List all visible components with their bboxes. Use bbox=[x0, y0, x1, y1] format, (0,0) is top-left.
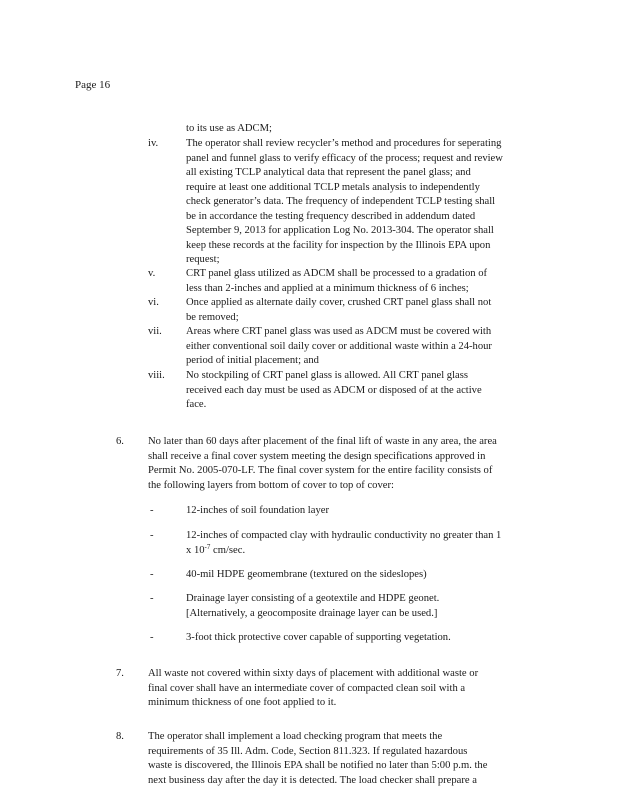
bullet-line: Drainage layer consisting of a geotextile and HDPE geonet. bbox=[186, 593, 440, 604]
item-line: check generator’s data. The frequency of independent TCLP testing shall bbox=[186, 196, 496, 207]
item-numeral: iv. bbox=[148, 138, 159, 149]
continuation-text: to its use as ADCM; bbox=[186, 123, 272, 134]
condition-line: No later than 60 days after placement of the final lift of waste in any area, the area bbox=[148, 436, 497, 447]
item-line: No stockpiling of CRT panel glass is allowed. All CRT panel glass bbox=[186, 370, 468, 381]
item-line: less than 2-inches and applied at a minimum thickness of 6 inches; bbox=[186, 282, 469, 294]
condition-line: The operator shall implement a load checking program that meets the bbox=[148, 731, 443, 742]
item-line: be removed; bbox=[186, 311, 239, 323]
condition-number: 8. bbox=[116, 731, 124, 742]
page-label: Page 16 bbox=[75, 79, 111, 91]
item-line: received each day must be used as ADCM or disposed of at the active bbox=[186, 384, 482, 396]
item-line: panel and funnel glass to verify efficacy of the process; request and review bbox=[186, 152, 503, 164]
bullet-dash: - bbox=[150, 505, 154, 516]
item-line: all existing TCLP analytical data that represent the panel glass; and bbox=[186, 167, 471, 178]
condition-line: minimum thickness of one foot applied to it. bbox=[148, 697, 337, 708]
item-line: be in accordance the testing frequency described in addendum dated bbox=[186, 210, 476, 222]
condition-line: waste is discovered, the Illinois EPA shall be notified no later than 5:00 p.m. the bbox=[148, 760, 488, 771]
item-line: Once applied as alternate daily cover, crushed CRT panel glass shall not bbox=[186, 297, 492, 308]
item-line: either conventional soil daily cover or additional waste within a 24-hour bbox=[186, 340, 492, 352]
item-numeral: viii. bbox=[148, 370, 165, 381]
condition-line: final cover shall have an intermediate cover of compacted clean soil with a bbox=[148, 682, 466, 694]
item-line: Areas where CRT panel glass was used as ADCM must be covered with bbox=[186, 326, 492, 337]
bullet-dash: - bbox=[150, 632, 154, 643]
condition-line: shall receive a final cover system meeting the design specifications approved in bbox=[148, 450, 486, 462]
item-line: period of initial placement; and bbox=[186, 355, 319, 366]
condition-line: next business day after the day it is detected. The load checker shall prepare a bbox=[148, 774, 477, 786]
exponent: -7 bbox=[204, 542, 211, 551]
condition-line: requirements of 35 Ill. Adm. Code, Section 811.323. If regulated hazardous bbox=[148, 745, 468, 757]
condition-number: 6. bbox=[116, 436, 124, 447]
item-line: require at least one additional TCLP metals analysis to independently bbox=[186, 181, 480, 193]
bullet-line: 12-inches of soil foundation layer bbox=[186, 505, 329, 516]
item-numeral: v. bbox=[148, 268, 156, 279]
bullet-line: [Alternatively, a geocomposite drainage layer can be used.] bbox=[186, 607, 438, 619]
condition-line: Permit No. 2005-070-LF. The final cover system for the entire facility consists of bbox=[148, 465, 493, 476]
item-line: request; bbox=[186, 254, 220, 265]
item-line: CRT panel glass utilized as ADCM shall be processed to a gradation of bbox=[186, 268, 488, 279]
item-line: keep these records at the facility for inspection by the Illinois EPA upon bbox=[186, 239, 491, 251]
bullet-line: 40-mil HDPE geomembrane (textured on the sideslopes) bbox=[186, 569, 427, 580]
bullet-line-2 bbox=[186, 544, 245, 559]
item-line: September 9, 2013 for application Log No. 2013-304. The operator shall bbox=[186, 225, 494, 236]
unit-text: cm/sec. bbox=[210, 544, 246, 556]
item-numeral: vii. bbox=[148, 326, 162, 337]
condition-number: 7. bbox=[116, 668, 124, 679]
item-numeral: vi. bbox=[148, 297, 159, 308]
condition-line: All waste not covered within sixty days of placement with additional waste or bbox=[148, 668, 479, 679]
item-line: face. bbox=[186, 399, 207, 410]
item-line: The operator shall review recycler’s method and procedures for seperating bbox=[186, 138, 502, 149]
bullet-line: 3-foot thick protective cover capable of supporting vegetation. bbox=[186, 632, 451, 643]
bullet-line: 12-inches of compacted clay with hydraulic conductivity no greater than 1 bbox=[186, 530, 502, 541]
bullet-dash: - bbox=[150, 530, 154, 541]
exponent-base: x 10 bbox=[186, 544, 205, 556]
condition-line: the following layers from bottom of cover to top of cover: bbox=[148, 479, 394, 491]
bullet-dash: - bbox=[150, 569, 154, 580]
bullet-dash: - bbox=[150, 593, 154, 604]
